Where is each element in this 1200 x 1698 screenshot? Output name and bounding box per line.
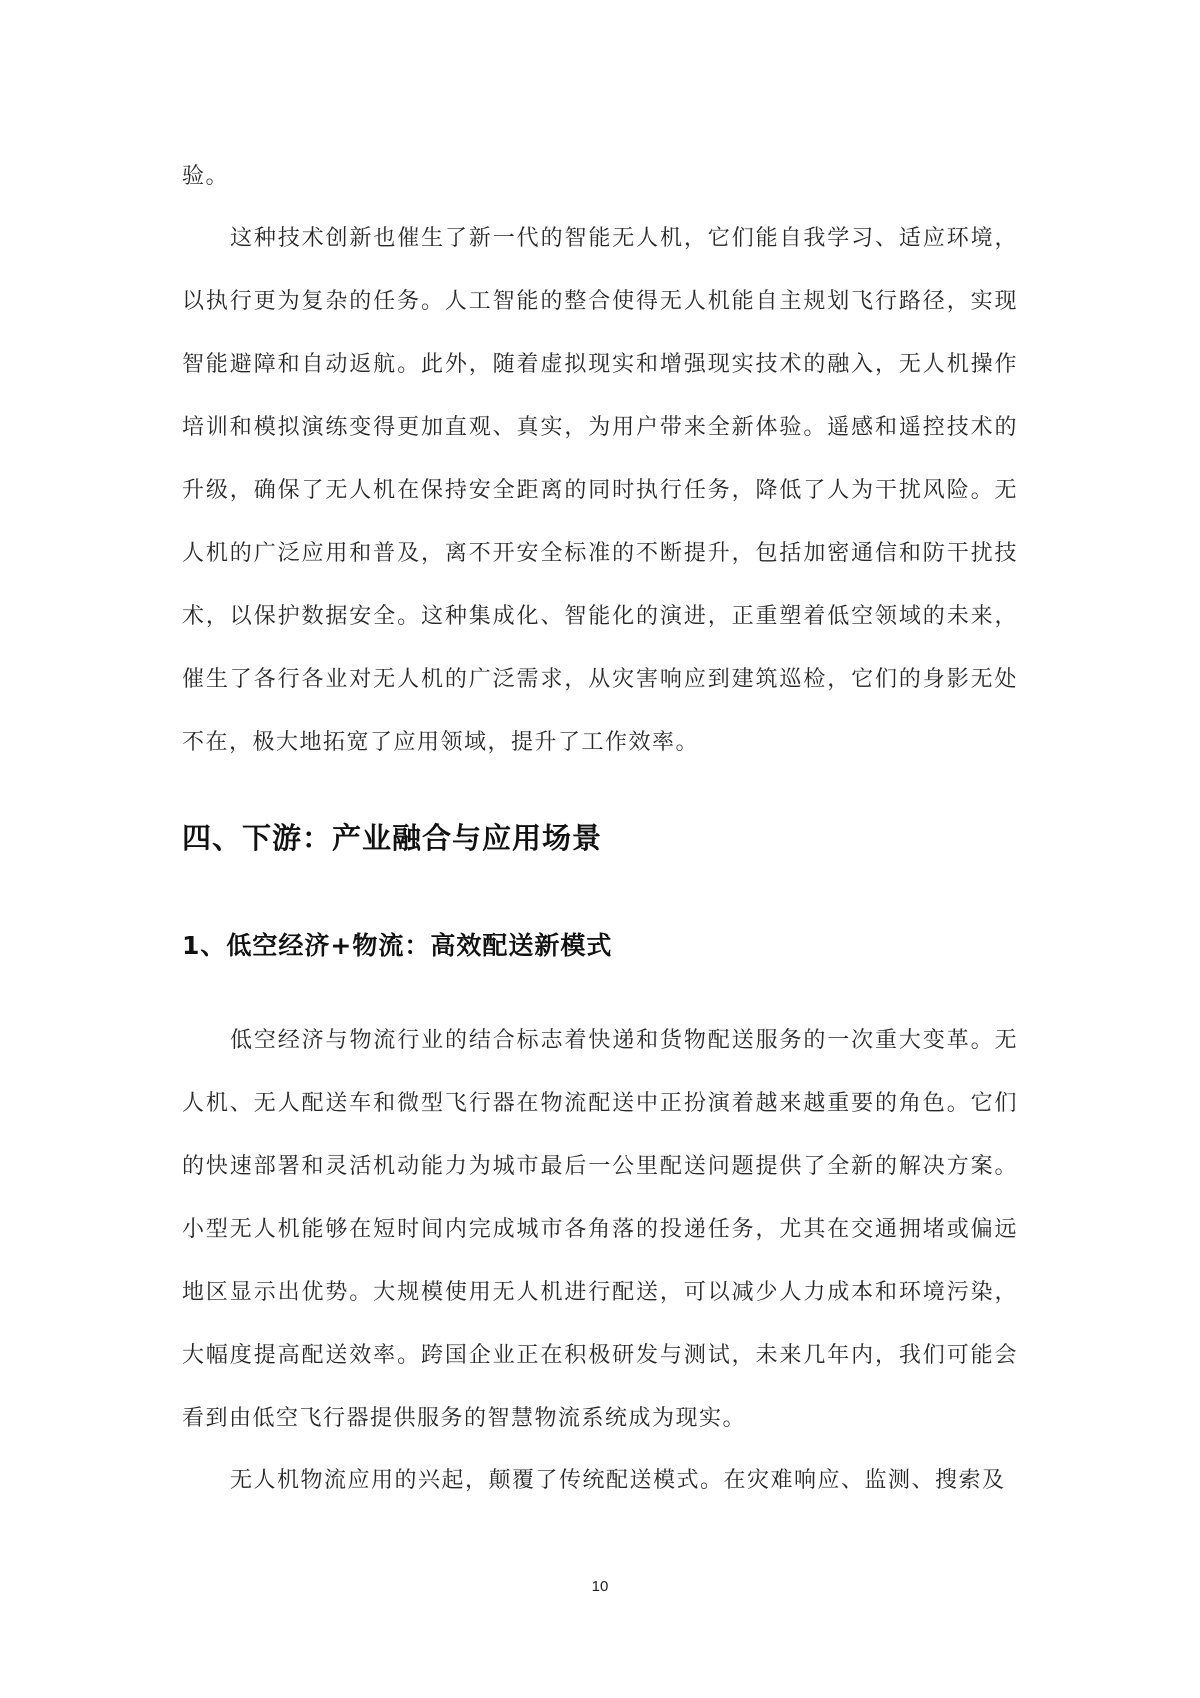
paragraph-logistics: 低空经济与物流行业的结合标志着快递和货物配送服务的一次重大变革。无人机、无人配送车和微型飞行器在物流配送中正扮演着越来越重要的角色。它们的快速部署和灵活机动能力为城市最后一公里配送问题提供了全新的解决方案。小型无人机能够在短时间内完成城市各角落的投递任务，尤其在交通拥堵或偏远地区显示出优势。大规模使用无人机进行配送，可以减少人力成本和环境污染，大幅度提高配送效率。跨国企业正在积极研发与测试，未来几年内，我们可能会看到由低空飞行器提供服务的智慧物流系统成为现实。	[182, 1028, 1018, 1431]
subsection-heading: 1、低空经济+物流：高效配送新模式	[182, 931, 613, 960]
page-number: 10	[591, 1578, 609, 1595]
paragraph-drone-logistics: 无人机物流应用的兴起，颠覆了传统配送模式。在灾难响应、监测、搜索及	[230, 1468, 1006, 1493]
paragraph-fragment: 验。	[182, 164, 230, 189]
section-heading: 四、下游：产业融合与应用场景	[182, 821, 603, 855]
paragraph-intelligent-drones: 这种技术创新也催生了新一代的智能无人机，它们能自我学习、适应环境，以执行更为复杂的任务。人工智能的整合使得无人机能自主规划飞行路径，实现智能避障和自动返航。此外，随着虚拟现实和增强现实技术的融入，无人机操作培训和模拟演练变得更加直观、真实，为用户带来全新体验。遥感和遥控技术的升级，确保了无人机在保持安全距离的同时执行任务，降低了人为干扰风险。无人机的广泛应用和普及，离不开安全标准的不断提升，包括加密通信和防干扰技术，以保护数据安全。这种集成化、智能化的演进，正重塑着低空领域的未来，催生了各行各业对无人机的广泛需求，从灾害响应到建筑巡检，它们的身影无处不在，极大地拓宽了应用领域，提升了工作效率。	[182, 226, 1018, 755]
